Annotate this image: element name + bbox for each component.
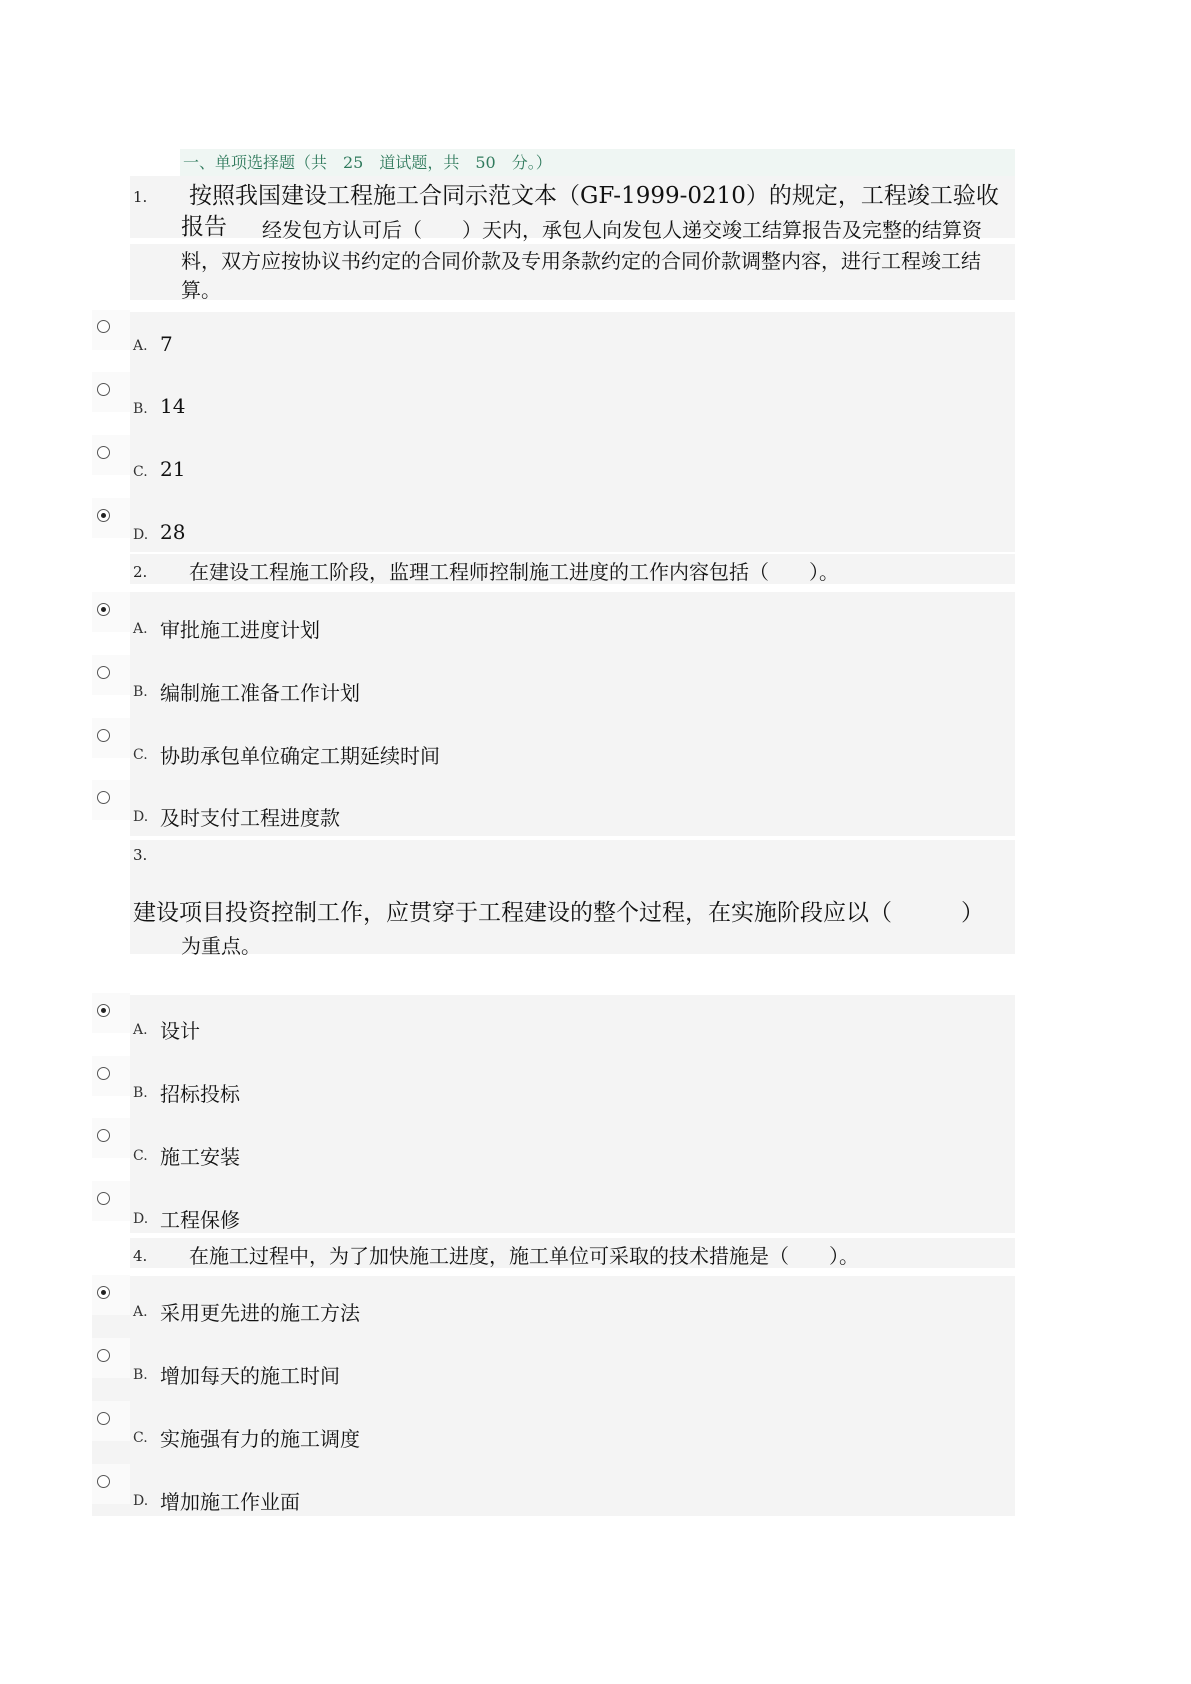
q3-option-d-radio[interactable]: [97, 1192, 110, 1205]
q3-option-a-text: 设计: [160, 1019, 200, 1043]
q1-option-a-letter: A.: [133, 338, 148, 354]
q2-option-d-text: 及时支付工程进度款: [160, 806, 340, 830]
q1-option-c-letter: C.: [133, 464, 148, 480]
q1-option-c-text: 21: [160, 457, 186, 481]
q3-option-c-letter: C.: [133, 1148, 148, 1164]
question-3-number: 3.: [133, 846, 148, 864]
q1-option-d-text: 28: [160, 520, 186, 544]
q1-option-a-text: 7: [160, 332, 173, 356]
q3-option-c-text: 施工安装: [160, 1145, 240, 1169]
section-header: 一、单项选择题（共 25 道试题，共 50 分。）: [180, 149, 1015, 176]
question-1-text-line-1: 按照我国建设工程施工合同示范文本（GF-1999-0210）的规定，工程竣工验收: [189, 183, 999, 209]
question-1-options-band: [130, 312, 1015, 552]
q4-option-a-letter: A.: [133, 1304, 148, 1320]
q4-option-c-radio[interactable]: [97, 1412, 110, 1425]
question-1-text-line-5: 算。: [181, 278, 221, 302]
question-1-number: 1.: [133, 188, 148, 206]
q4-option-b-radio[interactable]: [97, 1349, 110, 1362]
q4-option-d-letter: D.: [133, 1493, 149, 1509]
q2-option-b-radio[interactable]: [97, 666, 110, 679]
q2-option-c-radio[interactable]: [97, 729, 110, 742]
q4-option-c-text: 实施强有力的施工调度: [160, 1427, 360, 1451]
q1-option-d-letter: D.: [133, 527, 149, 543]
q1-option-b-text: 14: [160, 394, 186, 418]
q3-option-d-letter: D.: [133, 1211, 149, 1227]
q1-option-a-radio[interactable]: [97, 320, 110, 333]
question-2-text-line-1: 在建设工程施工阶段，监理工程师控制施工进度的工作内容包括（ ）。: [189, 560, 839, 584]
q3-option-b-letter: B.: [133, 1085, 148, 1101]
q3-option-b-radio[interactable]: [97, 1067, 110, 1080]
q2-option-b-text: 编制施工准备工作计划: [160, 681, 360, 705]
question-4-text-line-1: 在施工过程中，为了加快施工进度，施工单位可采取的技术措施是（ ）。: [189, 1244, 859, 1268]
q4-option-d-text: 增加施工作业面: [160, 1490, 300, 1514]
q3-option-d-text: 工程保修: [160, 1208, 240, 1232]
q2-option-a-radio[interactable]: [97, 603, 110, 616]
q4-option-a-text: 采用更先进的施工方法: [160, 1301, 360, 1325]
q4-option-d-radio[interactable]: [97, 1475, 110, 1488]
q4-option-a-radio[interactable]: [97, 1286, 110, 1299]
q1-option-b-radio[interactable]: [97, 383, 110, 396]
q1-option-c-radio[interactable]: [97, 446, 110, 459]
question-1-text-line-2: 报告: [181, 214, 227, 240]
q1-option-b-letter: B.: [133, 401, 148, 417]
question-4-number: 4.: [133, 1247, 148, 1265]
q1-option-d-radio[interactable]: [97, 509, 110, 522]
q3-option-c-radio[interactable]: [97, 1129, 110, 1142]
q4-option-b-letter: B.: [133, 1367, 148, 1383]
q3-option-b-text: 招标投标: [160, 1082, 240, 1106]
question-2-number: 2.: [133, 563, 148, 581]
q2-option-a-letter: A.: [133, 621, 148, 637]
question-1-text-line-4: 料，双方应按协议书约定的合同价款及专用条款约定的合同价款调整内容，进行工程竣工结: [181, 249, 981, 273]
question-3-text-line-2: 为重点。: [181, 934, 261, 958]
q2-option-a-text: 审批施工进度计划: [160, 618, 320, 642]
q3-option-a-letter: A.: [133, 1022, 148, 1038]
q3-option-a-radio[interactable]: [97, 1004, 110, 1017]
q2-option-c-letter: C.: [133, 747, 148, 763]
question-3-text-line-1: 建设项目投资控制工作，应贯穿于工程建设的整个过程，在实施阶段应以（ ）: [133, 900, 984, 926]
question-1-text-line-3: 经发包方认可后（ ）天内，承包人向发包人递交竣工结算报告及完整的结算资: [262, 218, 982, 242]
q4-option-b-text: 增加每天的施工时间: [160, 1364, 340, 1388]
q2-option-d-letter: D.: [133, 809, 149, 825]
q4-option-c-letter: C.: [133, 1430, 148, 1446]
q2-option-d-radio[interactable]: [97, 791, 110, 804]
question-3-options-band: [130, 995, 1015, 1233]
q2-option-c-text: 协助承包单位确定工期延续时间: [160, 744, 440, 768]
q2-option-b-letter: B.: [133, 684, 148, 700]
